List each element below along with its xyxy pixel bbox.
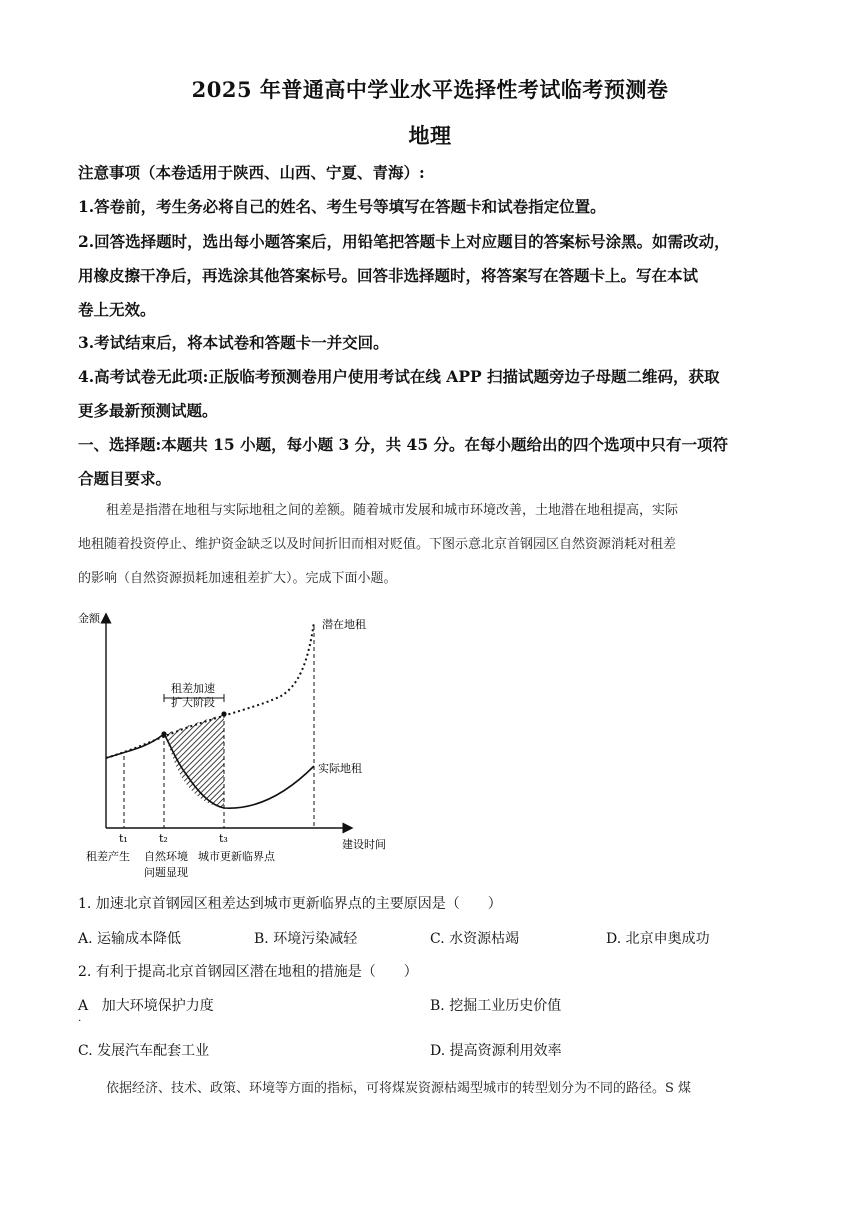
annotation-line-1: 租差加速 [171, 682, 215, 695]
legend-actual-rent: 实际地租 [318, 762, 362, 775]
q2-option-a-text: 加大环境保护力度 [101, 998, 214, 1014]
notice-item-4-line-2: 更多最新预测试题。 [78, 401, 218, 420]
passage-line-1: 租差是指潜在地租与实际地租之间的差额。随着城市发展和城市环境改善，土地潜在地租提高，实际 [106, 503, 679, 518]
q1-option-d[interactable]: D. 北京申奥成功 [606, 931, 710, 947]
tick-t1: t₁ [119, 832, 128, 845]
q2-option-a[interactable] [78, 996, 214, 1027]
section-heading-line-1: 一、选择题:本题共 15 小题，每小题 3 分，共 45 分。在每小题给出的四个选项中只有一项符 [78, 435, 729, 454]
notice-item-2-line-3: 卷上无效。 [78, 300, 156, 319]
notice-item-2-line-1: 2.回答选择题时，选出每小题答案后，用铅笔把答题卡上对应题目的答案标号涂黑。如需改动， [78, 232, 730, 251]
subject-title: 地理 [408, 123, 452, 148]
q1-stem: 1. 加速北京首钢园区租差达到城市更新临界点的主要原因是（ ） [78, 896, 502, 912]
q2-option-c[interactable]: C. 发展汽车配套工业 [78, 1043, 210, 1059]
x-axis-label: 建设时间 [342, 838, 386, 851]
exam-title: 2025 年普通高中学业水平选择性考试临考预测卷 [191, 77, 669, 102]
q2-stem: 2. 有利于提高北京首钢园区潜在地租的措施是（ ） [78, 964, 418, 980]
notice-item-3: 3.考试结束后，将本试卷和答题卡一并交回。 [78, 333, 389, 352]
caption-rent-gap-emerges: 租差产生 [86, 850, 130, 863]
notice-item-4-line-1: 4.高考试卷无此项:正版临考预测卷用户使用考试在线 APP 扫描试题旁边子母题二维码，获取 [78, 367, 720, 386]
notice-item-1: 1.答卷前，考生务必将自己的姓名、考生号等填写在答题卡和试卷指定位置。 [78, 197, 606, 216]
legend-potential-rent: 潜在地租 [322, 618, 366, 631]
annotation-line-2: 扩大阶段 [171, 696, 215, 709]
rent-gap-chart-svg [76, 606, 406, 886]
passage-line-3: 的影响（自然资源损耗加速租差扩大）。完成下面小题。 [78, 571, 397, 586]
notice-item-2-line-2: 用橡皮擦干净后，再选涂其他答案标号。回答非选择题时，将答案写在答题卡上。写在本试 [78, 266, 699, 285]
q2-option-a-letter: A [78, 998, 89, 1014]
caption-natural-env: 自然环境 [144, 850, 188, 863]
q1-option-a[interactable]: A. 运输成本降低 [78, 931, 182, 947]
rent-gap-chart [76, 606, 406, 886]
q2-option-b[interactable]: B. 挖掘工业历史价值 [430, 998, 562, 1014]
q1-option-c[interactable]: C. 水资源枯竭 [430, 931, 520, 947]
y-axis-label: 金额 [78, 612, 100, 625]
q1-option-b[interactable]: B. 环境污染减轻 [254, 931, 358, 947]
caption-renewal-threshold: 城市更新临界点 [198, 850, 275, 863]
passage-line-2: 地租随着投资停止、维护资金缺乏以及时间折旧而相对贬值。下图示意北京首钢园区自然资源消耗对租差 [78, 537, 677, 552]
t2-point [161, 731, 166, 736]
t3-point [221, 711, 226, 716]
tick-t2: t₂ [159, 832, 168, 845]
passage2-line-1: 依据经济、技术、政策、环境等方面的指标，可将煤炭资源枯竭型城市的转型划分为不同的路径。S 煤 [106, 1081, 692, 1096]
q2-option-a-dot: · [78, 1016, 82, 1027]
tick-t3: t₃ [219, 832, 228, 845]
caption-problem-appears: 问题显现 [144, 866, 188, 879]
section-heading-line-2: 合题目要求。 [78, 469, 172, 488]
q2-option-d[interactable]: D. 提高资源利用效率 [430, 1043, 562, 1059]
rent-gap-area [164, 714, 224, 808]
notice-heading: 注意事项（本卷适用于陕西、山西、宁夏、青海）: [78, 163, 425, 182]
